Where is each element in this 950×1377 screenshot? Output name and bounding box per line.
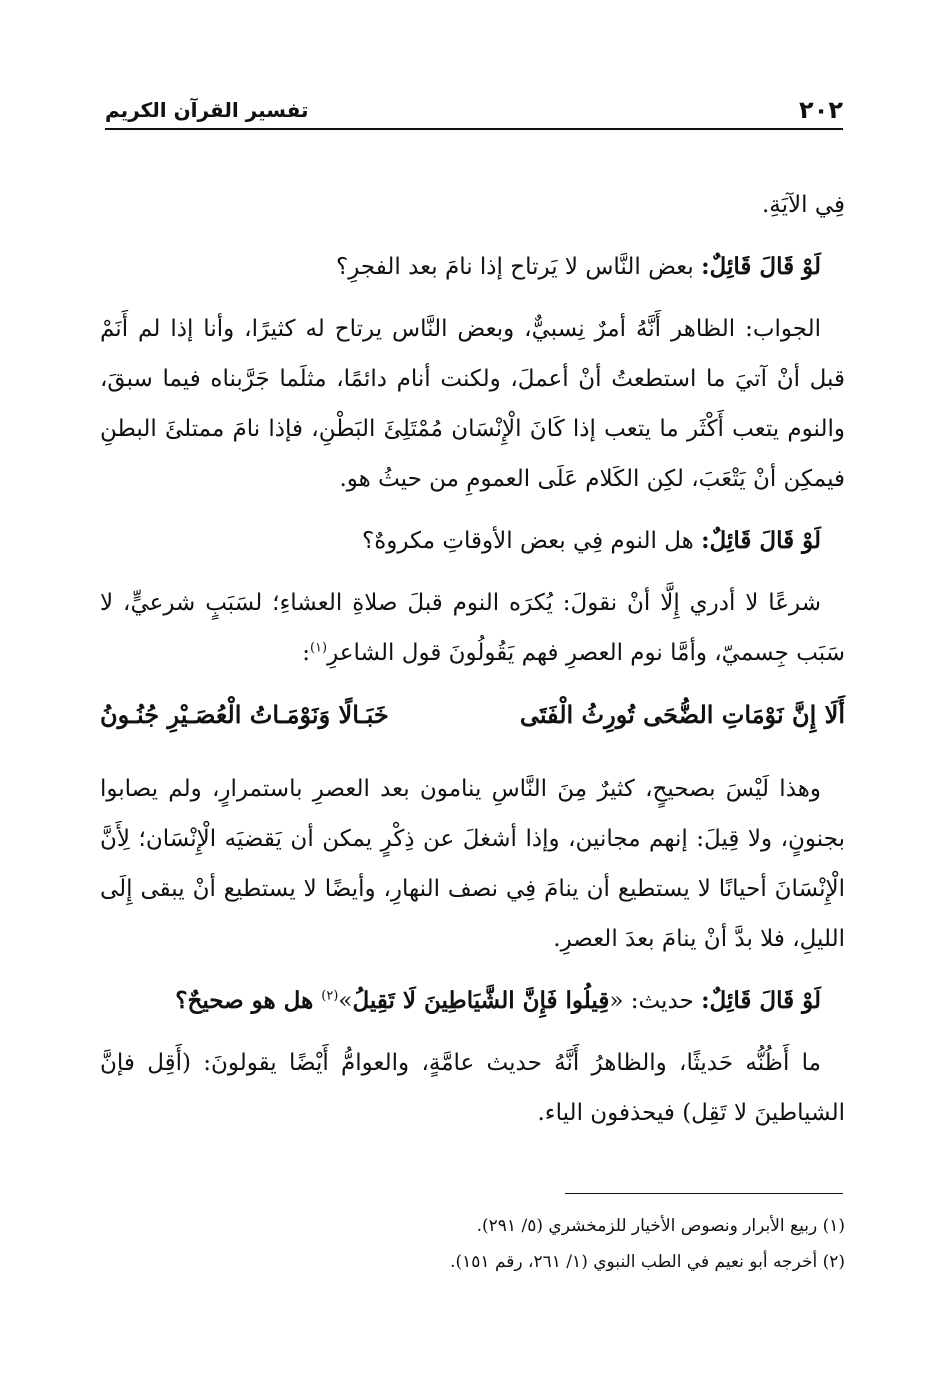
paragraph-continuation: فِي الآيَةِ. — [761, 192, 845, 218]
footnote-ref-2: (٢) — [321, 988, 339, 1004]
footnote-divider — [565, 1193, 843, 1194]
footnote-2: (٢) أخرجه أبو نعيم في الطب النبوي (١/ ٢٦١، رقم ١٥١). — [450, 1252, 845, 1272]
poem-verse — [100, 690, 845, 740]
answer-3: ما أَظُنُّه حَديثًا، والظاهرُ أَنَّهُ حديث عامَّةٍ، والعوامُّ أَيْضًا يقولونَ: (أَقِل فإنَّ الشياطينَ لا تَقِل) فيحذفون الياء. — [100, 1050, 845, 1126]
question-text: هل النوم فِي بعض الأوقاتِ مكروهٌ؟ — [362, 528, 702, 554]
answer-1: الجواب: الظاهر أَنَّهُ أمرٌ نِسبيٌّ، وبعض النَّاس يرتاح له كثيرًا، وأنا إذا لم أَنَمْ قبل أنْ آتيَ ما استطعتُ أنْ أعملَ، ولكنت أنام دائمًا، مثلَما جَرَّبناه فيما سبقَ، والنوم يتعب أَكْثَر ما يتعب إذا كَانَ الْإِنْسَان مُمْتَلِئَ البَطْنِ، فإذا نامَ ممتلئَ البطنِ فيمكِن أنْ يَتْعَبَ، لكِن الكَلام عَلَى العمومِ من حيثُ هو. — [100, 316, 845, 492]
answer-2: شرعًا لا أدري إِلَّا أنْ نقولَ: يُكرَه النوم قبلَ صلاةِ العشاءِ؛ لسَبَبٍ شرعيٍّ، لا سَبَب جِسميّ، وأمَّا نوم العصرِ فهم يَقُولُونَ قول الشاعرِ$^{(١)}$: — [100, 590, 845, 666]
page-body — [100, 180, 845, 1150]
page-header — [105, 96, 843, 130]
header-divider — [105, 128, 843, 130]
question-label: لَوْ قَالَ قَائِلٌ: — [701, 527, 821, 554]
footnote-1: (١) ربيع الأبرار ونصوص الأخيار للزمخشري (٥/ ٢٩١). — [476, 1216, 845, 1236]
question-2 — [100, 516, 845, 566]
question-text: بعض النَّاس لا يَرتاح إذا نامَ بعد الفجرِ؟ — [335, 254, 702, 280]
hadith-quote: قِيلُوا فَإِنَّ الشَّيَاطِينَ لَا تَقِيلُ — [352, 987, 610, 1014]
poem-second-hemistich: خَبَـالًا وَنَوْمَـاتُ الْعُصَـيْرِ جُنُـونُ — [100, 700, 389, 729]
question-3: لَوْ قَالَ قَائِلٌ: حديث: «قِيلُوا فَإِنَّ الشَّيَاطِينَ لَا تَقِيلُ»$^{(٢)}$ هل هو صحيحٌ؟ — [175, 987, 821, 1014]
question-label: لَوْ قَالَ قَائِلٌ: — [701, 987, 821, 1014]
answer-2-continued: وهذا لَيْسَ بصحيحٍ، كثيرٌ مِنَ النَّاسِ ينامون بعد العصرِ باستمرارٍ، ولم يصابوا بجنونٍ، ولا قِيلَ: إنهم مجانين، وإذا أشغلَ عن ذِكْرٍ يمكن أن يَقضيَه الْإِنْسَان؛ لِأَنَّ الْإِنْسَانَ أحيانًا لا يستطيع أن ينامَ فِي نصف النهارِ، وأيضًا لا يستطيع أنْ يبقى إِلَى الليلِ، فلا بدَّ أنْ ينامَ بعدَ العصرِ. — [100, 776, 845, 952]
poem-first-hemistich: أَلَا إِنَّ نَوْمَاتِ الضُّحَى تُورِثُ الْفَتَى — [519, 700, 845, 729]
footnotes — [100, 1208, 845, 1280]
page-number: ٢٠٢ — [799, 96, 843, 124]
footnote-ref-1: (١) — [309, 640, 328, 656]
question-1 — [100, 242, 845, 292]
book-title: تفسير القرآن الكريم — [105, 98, 309, 122]
question-label: لَوْ قَالَ قَائِلٌ: — [701, 253, 821, 280]
